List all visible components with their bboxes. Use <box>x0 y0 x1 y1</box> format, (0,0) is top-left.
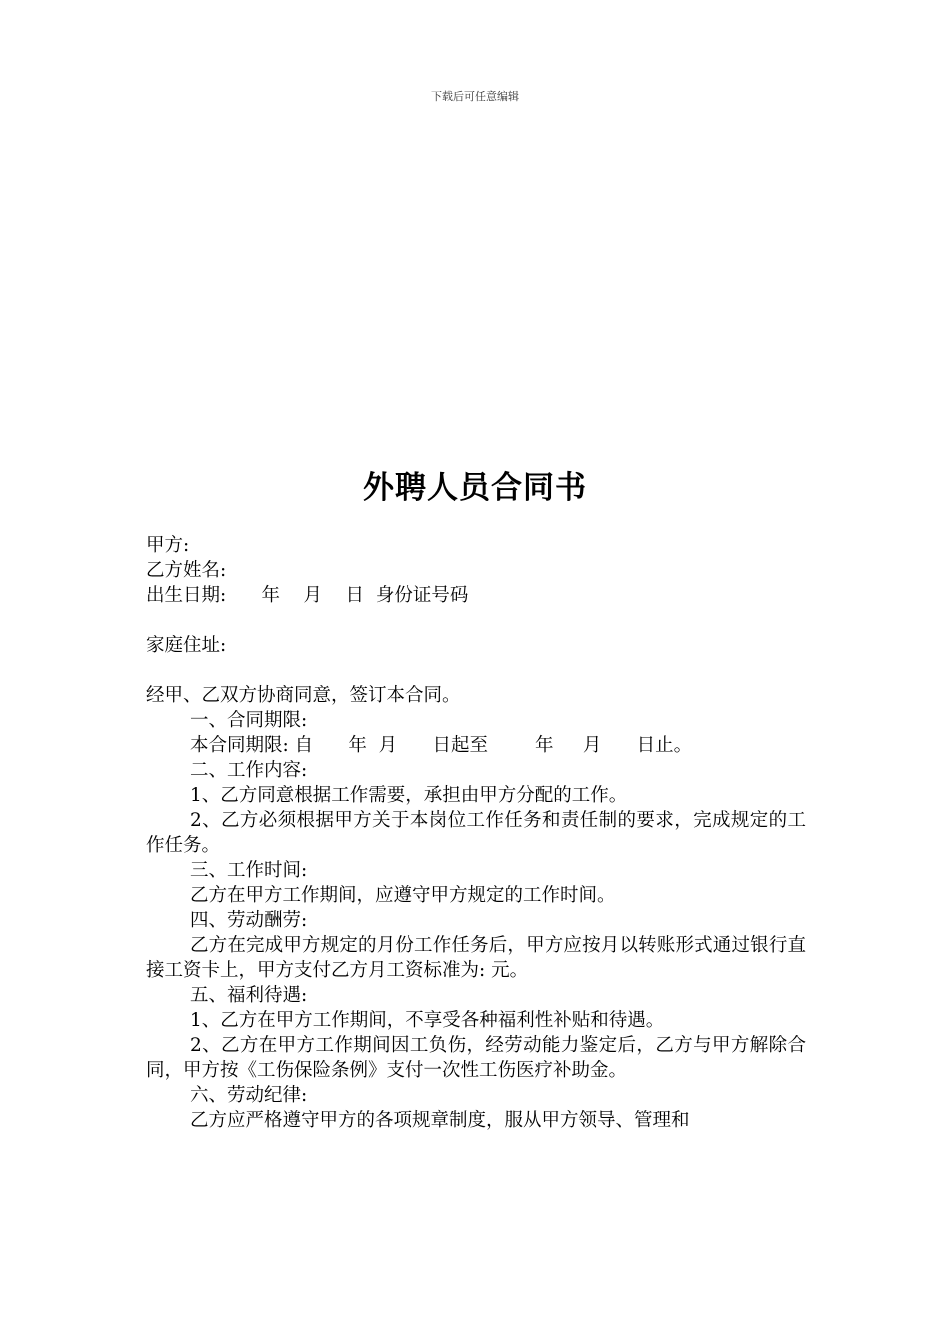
section-3-text: 乙方在甲方工作期间，应遵守甲方规定的工作时间。 <box>190 885 616 906</box>
home-address-field: 家庭住址: <box>146 635 227 656</box>
birth-date-id-field: 出生日期: 年 月 日 身份证号码 <box>146 585 469 606</box>
section-6-heading: 六、劳动纪律: <box>190 1085 308 1106</box>
section-6-text: 乙方应严格遵守甲方的各项规章制度，服从甲方领导、管理和 <box>190 1110 690 1131</box>
section-1-text: 本合同期限: 自 年 月 日起至 年 月 日止。 <box>190 735 693 756</box>
section-2-item-1: 1、乙方同意根据工作需要，承担由甲方分配的工作。 <box>190 785 628 806</box>
party-b-name-field: 乙方姓名: <box>146 560 227 581</box>
section-3-heading: 三、工作时间: <box>190 860 308 881</box>
section-5-item-2: 2、乙方在甲方工作期间因工负伤，经劳动能力鉴定后，乙方与甲方解除合同，甲方按《工伤保险条例》支付一次性工伤医疗补助金。 <box>146 1035 806 1081</box>
section-1-heading: 一、合同期限: <box>190 710 308 731</box>
section-5-heading: 五、福利待遇: <box>190 985 308 1006</box>
header-note: 下载后可任意编辑 <box>431 90 519 103</box>
contract-body <box>146 533 806 1133</box>
section-5-item-1: 1、乙方在甲方工作期间，不享受各种福利性补贴和待遇。 <box>190 1010 665 1031</box>
section-2-heading: 二、工作内容: <box>190 760 308 781</box>
party-a-field: 甲方: <box>146 535 190 556</box>
section-4-heading: 四、劳动酬劳: <box>190 910 308 931</box>
intro-text: 经甲、乙双方协商同意，签订本合同。 <box>146 685 461 706</box>
section-4-text: 乙方在完成甲方规定的月份工作任务后，甲方应按月以转账形式通过银行直接工资卡上，甲方支付乙方月工资标准为: 元。 <box>146 935 806 981</box>
document-title: 外聘人员合同书 <box>363 470 587 506</box>
section-2-item-2: 2、乙方必须根据甲方关于本岗位工作任务和责任制的要求，完成规定的工作任务。 <box>146 810 806 856</box>
